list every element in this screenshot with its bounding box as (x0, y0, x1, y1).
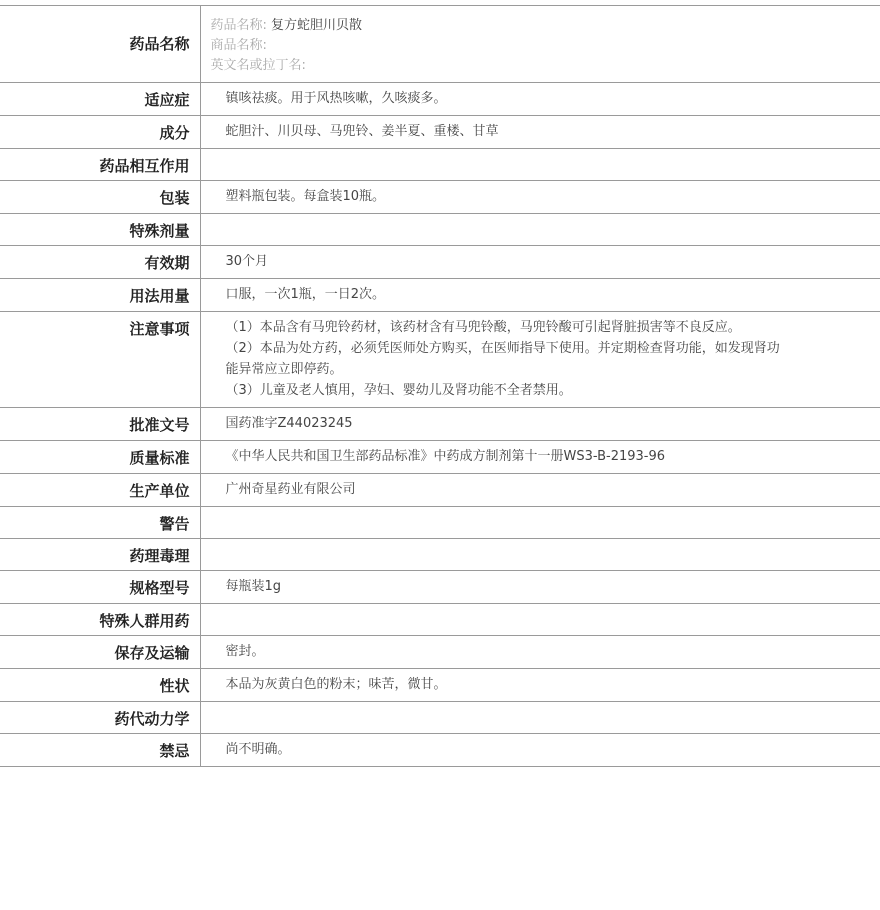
precaution-item: （1）本品含有马兜铃药材，该药材含有马兜铃酸，马兜铃酸可引起肾脏损害等不良反应。 (225, 320, 741, 335)
generic-name-label: 药品名称: (210, 18, 267, 33)
row-storage-transport (0, 636, 880, 669)
row-shelf-life (0, 246, 880, 279)
pharmacology-toxicology-value (200, 539, 880, 571)
usage-dosage-value: 口服，一次1瓶，一日2次。 (200, 279, 880, 312)
shelf-life-value: 30个月 (200, 246, 880, 279)
special-populations-label: 特殊人群用药 (0, 604, 200, 636)
generic-name-line (211, 16, 871, 36)
shelf-life-label: 有效期 (0, 246, 200, 279)
row-approval-number (0, 408, 880, 441)
appearance-value: 本品为灰黄白色的粉末；味苦，微甘。 (200, 669, 880, 702)
row-pharmacokinetics (0, 702, 880, 734)
ingredients-label: 成分 (0, 116, 200, 149)
row-warning (0, 507, 880, 539)
interactions-label: 药品相互作用 (0, 149, 200, 181)
storage-transport-label: 保存及运输 (0, 636, 200, 669)
warning-value (200, 507, 880, 539)
precautions-label: 注意事项 (0, 312, 200, 408)
trade-name-label: 商品名称: (210, 38, 267, 53)
special-dosage-label: 特殊剂量 (0, 214, 200, 246)
row-ingredients (0, 116, 880, 149)
appearance-label: 性状 (0, 669, 200, 702)
quality-standard-value: 《中华人民共和国卫生部药品标准》中药成方制剂第十一册WS3-B-2193-96 (200, 441, 880, 474)
precaution-item: （2）本品为处方药，必须凭医师处方购买，在医师指导下使用。并定期检查肾功能，如发现肾功能异常应立即停药。 (225, 341, 780, 377)
row-special-dosage (0, 214, 880, 246)
packaging-value: 塑料瓶包装。每盒装10瓶。 (200, 181, 880, 214)
row-appearance (0, 669, 880, 702)
precaution-item: （3）儿童及老人慎用，孕妇、婴幼儿及肾功能不全者禁用。 (225, 383, 572, 398)
drug-spec-table (0, 5, 880, 767)
pharmacology-toxicology-label: 药理毒理 (0, 539, 200, 571)
special-populations-value (200, 604, 880, 636)
specification-value: 每瓶装1g (200, 571, 880, 604)
row-quality-standard (0, 441, 880, 474)
contraindications-value: 尚不明确。 (200, 734, 880, 767)
pharmacokinetics-label: 药代动力学 (0, 702, 200, 734)
ingredients-value: 蛇胆汁、川贝母、马兜铃、姜半夏、重楼、甘草 (200, 116, 880, 149)
row-pharmacology-toxicology (0, 539, 880, 571)
row-packaging (0, 181, 880, 214)
row-contraindications (0, 734, 880, 767)
manufacturer-label: 生产单位 (0, 474, 200, 507)
indications-value: 镇咳祛痰。用于风热咳嗽，久咳痰多。 (200, 83, 880, 116)
contraindications-label: 禁忌 (0, 734, 200, 767)
row-precautions (0, 312, 880, 408)
storage-transport-value: 密封。 (200, 636, 880, 669)
row-interactions (0, 149, 880, 181)
row-indications (0, 83, 880, 116)
pharmacokinetics-value (200, 702, 880, 734)
row-usage-dosage (0, 279, 880, 312)
approval-number-value: 国药准字Z44023245 (200, 408, 880, 441)
warning-label: 警告 (0, 507, 200, 539)
interactions-value (200, 149, 880, 181)
row-special-populations (0, 604, 880, 636)
row-manufacturer (0, 474, 880, 507)
packaging-label: 包装 (0, 181, 200, 214)
row-drug-name (0, 6, 880, 83)
trade-name-line (211, 36, 871, 56)
approval-number-label: 批准文号 (0, 408, 200, 441)
indications-label: 适应症 (0, 83, 200, 116)
specification-label: 规格型号 (0, 571, 200, 604)
drug-name-values (200, 6, 880, 83)
generic-name-value: 复方蛇胆川贝散 (271, 18, 363, 33)
english-name-label: 英文名或拉丁名: (210, 58, 306, 73)
quality-standard-label: 质量标准 (0, 441, 200, 474)
manufacturer-value: 广州奇星药业有限公司 (200, 474, 880, 507)
usage-dosage-label: 用法用量 (0, 279, 200, 312)
row-specification (0, 571, 880, 604)
special-dosage-value (200, 214, 880, 246)
drug-name-label: 药品名称 (0, 6, 200, 83)
english-name-line (211, 56, 871, 76)
precautions-value (200, 312, 880, 408)
